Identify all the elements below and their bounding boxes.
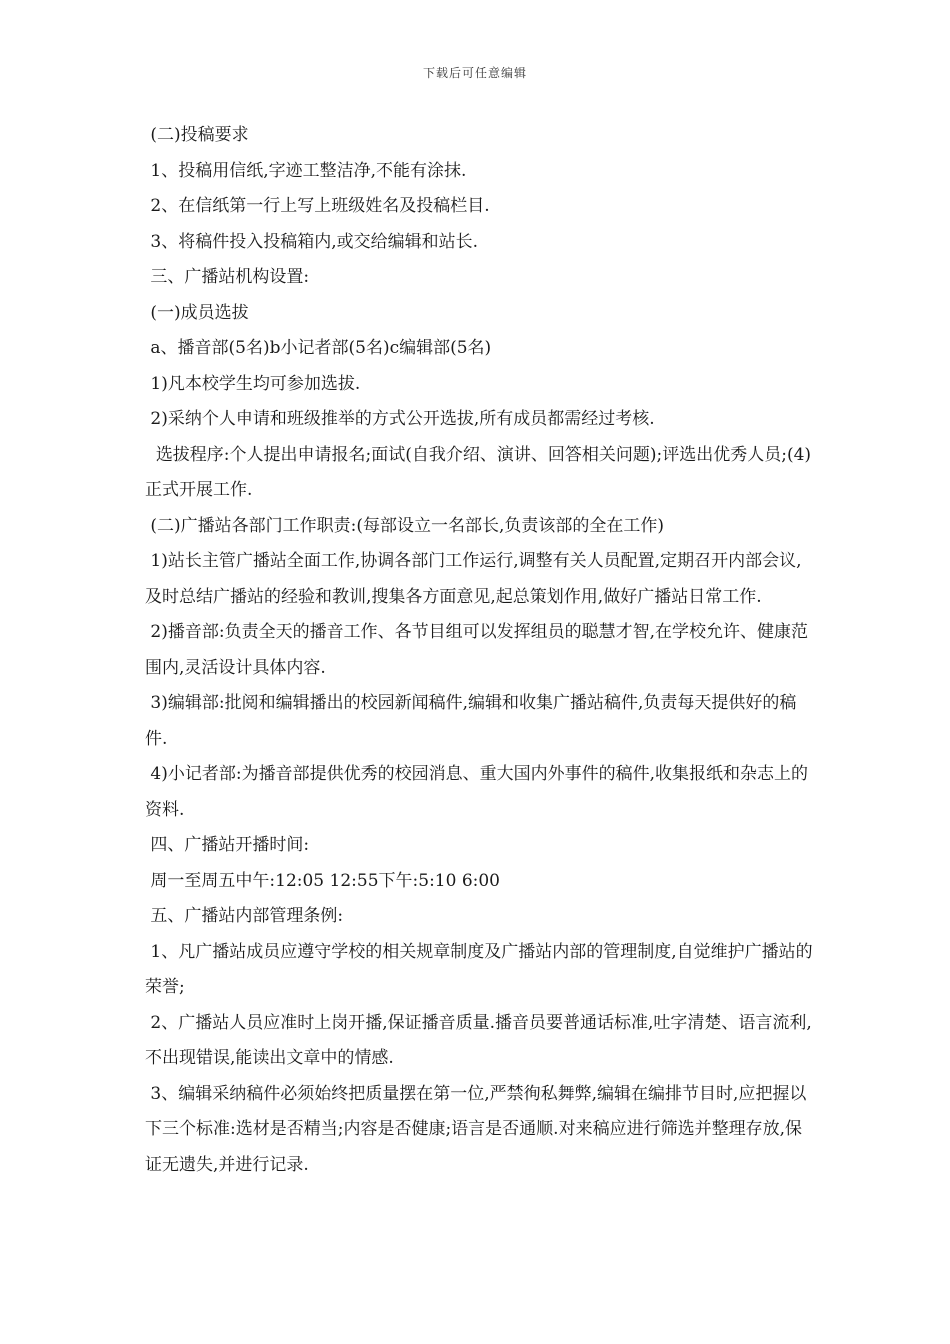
rule-item: 1、凡广播站成员应遵守学校的相关规章制度及广播站内部的管理制度,自觉维护广播站的荣誉; xyxy=(145,941,813,997)
document-body xyxy=(145,118,815,1183)
rule-item: 2、广播站人员应准时上岗开播,保证播音质量.播音员要普通话标准,吐字清楚、语言流利,不出现错误,能读出文章中的情感. xyxy=(145,1012,812,1068)
duty-broadcast-dept: 2)播音部:负责全天的播音工作、各节目组可以发挥组员的聪慧才智,在学校允许、健康范围内,灵活设计具体内容. xyxy=(145,622,808,678)
broadcast-schedule: 周一至周五中午:12:05 12:55下午:5:10 6:00 xyxy=(145,870,501,891)
duty-station-head: 1)站长主管广播站全面工作,协调各部门工作运行,调整有关人员配置,定期召开内部会议,及时总结广播站的经验和教训,搜集各方面意见,起总策划作用,做好广播站日常工作. xyxy=(145,551,802,607)
selection-procedure: 选拔程序:个人提出申请报名;面试(自我介绍、演讲、回答相关问题);评选出优秀人员;(4)正式开展工作. xyxy=(145,444,812,500)
subsection-heading-member-selection: (一)成员选拔 xyxy=(145,302,249,323)
section-heading-broadcast-time: 四、广播站开播时间: xyxy=(145,835,310,855)
list-item: 2)采纳个人申请和班级推举的方式公开选拔,所有成员都需经过考核. xyxy=(145,409,655,429)
list-item: 2、在信纸第一行上写上班级姓名及投稿栏目. xyxy=(145,196,490,216)
section-heading-organization: 三、广播站机构设置: xyxy=(145,267,310,287)
duty-reporter-dept: 4)小记者部:为播音部提供优秀的校园消息、重大国内外事件的稿件,收集报纸和杂志上的资料. xyxy=(145,764,808,820)
department-quota-line: a、播音部(5名)b小记者部(5名)c编辑部(5名) xyxy=(145,338,492,358)
duty-editorial-dept: 3)编辑部:批阅和编辑播出的校园新闻稿件,编辑和收集广播站稿件,负责每天提供好的稿件. xyxy=(145,693,797,749)
list-item: 1)凡本校学生均可参加选拔. xyxy=(145,373,361,394)
list-item: 3、将稿件投入投稿箱内,或交给编辑和站长. xyxy=(145,231,479,252)
section-heading-management-rules: 五、广播站内部管理条例: xyxy=(145,906,344,926)
rule-item: 3、编辑采纳稿件必须始终把质量摆在第一位,严禁徇私舞弊,编辑在编排节目时,应把握以下三个标准:选材是否精当;内容是否健康;语言是否通顺.对来稿应进行筛选并整理存放,保证无遗失,并进行记录. xyxy=(145,1083,807,1175)
section-heading-submission-requirements: (二)投稿要求 xyxy=(145,125,249,145)
list-item: 1、投稿用信纸,字迹工整洁净,不能有涂抹. xyxy=(145,160,467,181)
header-note: 下载后可任意编辑 xyxy=(422,66,527,80)
subsection-heading-duties: (二)广播站各部门工作职责:(每部设立一名部长,负责该部的全在工作) xyxy=(145,515,665,536)
